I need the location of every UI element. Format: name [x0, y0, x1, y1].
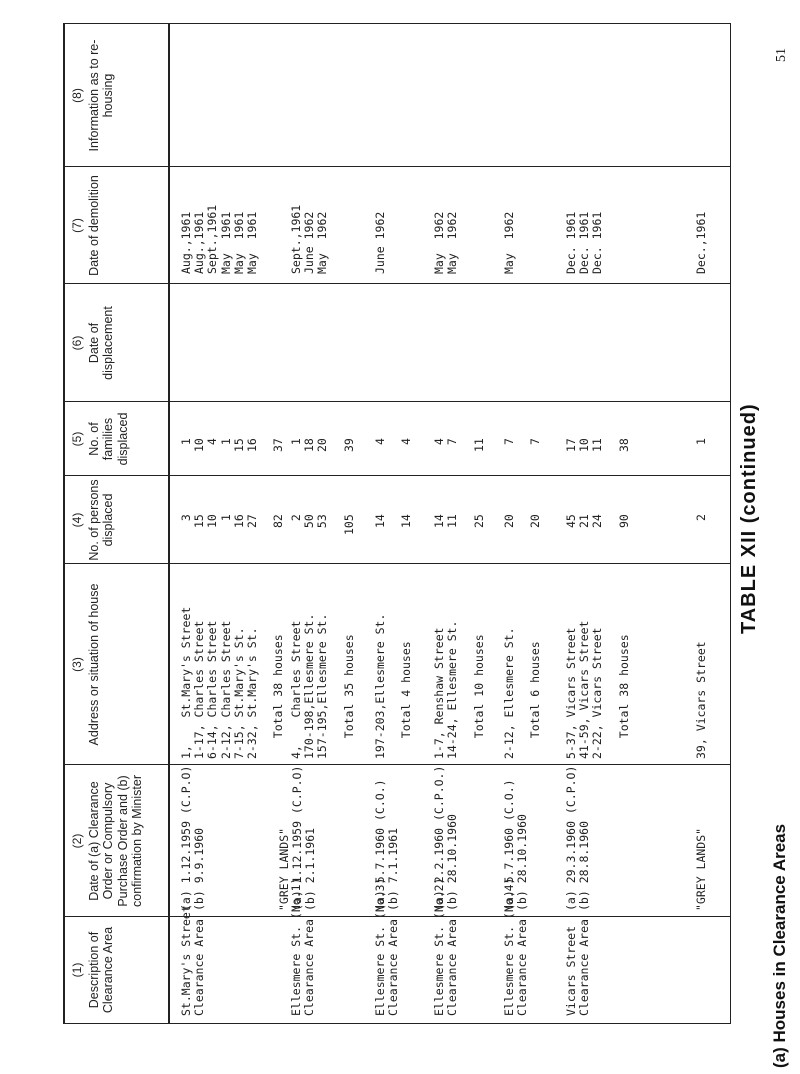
row-demolition: Dec.,1961 — [694, 211, 708, 274]
row-address: 1, St.Mary's Street 1-17, Charles Street 6-14, Charles Street 2-12, Charles Street 7-15, St.Mary's St. 2-32, St.Mary's St. Total 38 houses — [179, 606, 286, 759]
row-order-dates: "GREY LANDS" (a) 1.12.1959 (C.P.O) (b) 2.1.1961 — [277, 765, 318, 911]
column-rule — [63, 23, 731, 24]
row-demolition: May 1962 May 1962 — [432, 211, 460, 274]
row-families: 17 10 11 38 — [564, 438, 631, 452]
table-top-rule — [63, 24, 65, 1024]
header-order-dates: (2) Date of (a) Clearance Order or Compulsory Purchase Order and (b) confirmation by Minister — [70, 775, 144, 907]
row-persons: 14 14 — [373, 514, 414, 528]
row-families: 7 7 — [502, 438, 543, 445]
row-description: Ellesmere St. (No.3) Clearance Area — [373, 877, 401, 1016]
header-rule — [168, 24, 170, 1024]
row-demolition: Aug.,1961 Aug.,1961 Sept.,1961 May 1961 May 1961 May 1961 — [179, 204, 260, 274]
column-rule — [63, 1023, 731, 1024]
row-order-dates: (a) 5.7.1960 (C.O.) (b) 7.1.1961 — [373, 779, 401, 911]
row-order-dates: (a) 2.2.1960 (C.P.O.) (b) 28.10.1960 — [432, 765, 460, 911]
row-address: 197-203,Ellesmere St. Total 4 houses — [373, 613, 414, 759]
row-order-dates: (a) 29.3.1960 (C.P.O) (b) 28.8.1960 — [564, 765, 592, 911]
row-persons: 3 15 10 1 16 27 82 — [179, 514, 286, 528]
header-displacement: (6) Date of displacement — [70, 306, 115, 380]
header-persons: (4) No. of persons displaced — [70, 479, 115, 561]
row-demolition: May 1962 — [502, 211, 516, 274]
row-description: Ellesmere St. (No.2) Clearance Area — [432, 877, 460, 1016]
row-persons: 2 — [694, 514, 708, 521]
row-families: 4 4 — [373, 438, 414, 445]
header-description: (1) Description of Clearance Area — [70, 926, 115, 1014]
table-bottom-rule — [730, 24, 731, 1024]
row-description: Ellesmere St. (No.4) Clearance Area — [502, 877, 530, 1016]
row-demolition: Dec. 1961 Dec. 1961 Dec. 1961 — [564, 211, 605, 274]
row-persons: 20 20 — [502, 514, 543, 528]
column-rule — [63, 764, 731, 765]
row-demolition: Sept.,1961 June 1962 May 1962 — [289, 204, 330, 274]
column-rule — [63, 283, 731, 284]
table-title: TABLE XII (continued) — [738, 403, 760, 634]
column-rule — [63, 166, 731, 167]
column-rule — [63, 475, 731, 476]
column-rule — [63, 563, 731, 564]
row-persons: 14 11 25 — [432, 514, 486, 528]
row-persons: 45 21 24 90 — [564, 514, 631, 528]
row-address: 2-12, Ellesmere St. Total 6 houses — [502, 627, 543, 759]
row-description: St.Mary's Street Clearance Area — [179, 905, 207, 1016]
row-address: 39, Vicars Street — [694, 641, 708, 759]
row-order-dates: "GREY LANDS" — [694, 827, 708, 911]
column-rule — [63, 401, 731, 402]
row-address: 1-7, Renshaw Street 14-24, Ellesmere St. Total 10 houses — [432, 620, 486, 759]
row-description: Ellesmere St. (No.1) Clearance Area — [289, 877, 317, 1016]
section-title: (a) Houses in Clearance Areas — [770, 823, 789, 1068]
row-description: Vicars Street Clearance Area — [564, 919, 592, 1016]
row-families: 1 — [694, 438, 708, 445]
header-rehousing: (8) Information as to re-housing — [70, 39, 115, 152]
header-families: (5) No. of families displaced — [70, 412, 130, 466]
header-address: (3) Address or situation of house — [70, 583, 101, 746]
page-number: 51 — [774, 48, 789, 62]
row-families: 4 7 11 — [432, 438, 486, 452]
row-persons: 2 50 53 105 — [289, 514, 356, 535]
row-address: 4, Charles Street 170-198,Ellesmere St. 157-195,Ellesmere St. Total 35 houses — [289, 613, 356, 759]
row-families: 1 10 4 1 15 16 37 — [179, 438, 286, 452]
row-demolition: June 1962 — [373, 211, 387, 274]
row-order-dates: (a) 1.12.1959 (C.P.O) (b) 9.9.1960 — [179, 765, 207, 911]
header-demolition: (7) Date of demolition — [70, 175, 101, 276]
row-families: 1 18 20 39 — [289, 438, 356, 452]
row-address: 5-37, Vicars Street 41-59, Vicars Street 2-22, Vicars Street Total 38 houses — [564, 620, 631, 759]
row-order-dates: (a) 5.7.1960 (C.O.) (b) 28.10.1960 — [502, 779, 530, 911]
